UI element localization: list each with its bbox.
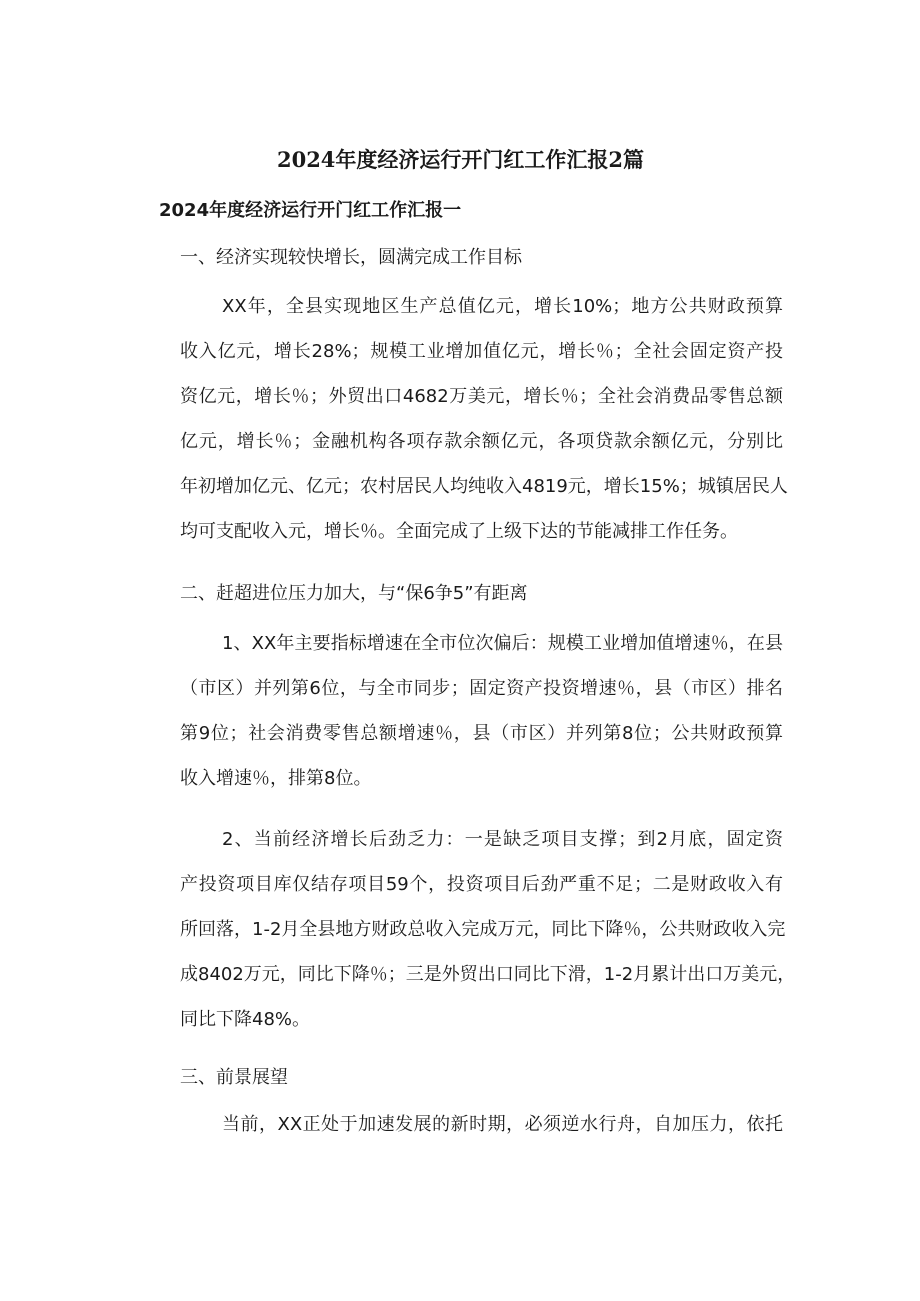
section-1-paragraph [138,284,788,554]
section-heading-2: 二、赶超进位压力加大，与“保6争5”有距离 [180,583,528,604]
paragraph-line: 同比下降48%。 [180,1009,311,1030]
item-2-paragraph [138,817,796,1042]
item-1-paragraph [138,621,783,801]
section-heading-3: 三、前景展望 [180,1067,288,1088]
paragraph-line: 第9位；社会消费零售总额增速％，县（市区）并列第8位；公共财政预算 [180,723,783,744]
paragraph-line: （市区）并列第6位，与全市同步；固定资产投资增速％，县（市区）排名 [180,678,783,699]
paragraph-line: XX年，全县实现地区生产总值亿元，增长10%；地方公共财政预算 [222,296,783,317]
paragraph-line: 产投资项目库仅结存项目59个，投资项目后劲严重不足；二是财政收入有 [180,874,783,895]
paragraph-line: 收入增速％，排第8位。 [180,768,372,789]
paragraph-line: 年初增加亿元、亿元；农村居民人均纯收入4819元，增长15%；城镇居民人 [180,476,788,497]
paragraph-line: 成8402万元，同比下降％；三是外贸出口同比下滑，1-2月累计出口万美元， [180,964,796,985]
document-title: 2024年度经济运行开门红工作汇报2篇 [276,147,645,172]
paragraph-line: 亿元，增长％；金融机构各项存款余额亿元，各项贷款余额亿元，分别比 [180,431,783,452]
paragraph-line: 收入亿元，增长28%；规模工业增加值亿元，增长％；全社会固定资产投 [180,341,783,362]
section-3-paragraph [138,1102,783,1147]
paragraph-line: 2、当前经济增长后劲乏力：一是缺乏项目支撑；到2月底，固定资 [222,829,783,850]
paragraph-line: 均可支配收入元，增长％。全面完成了上级下达的节能减排工作任务。 [180,521,738,542]
paragraph-line: 所回落，1-2月全县地方财政总收入完成万元，同比下降％，公共财政收入完 [180,919,786,940]
paragraph-line: 资亿元，增长％；外贸出口4682万美元，增长％；全社会消费品零售总额 [180,386,783,407]
section-heading-1: 一、经济实现较快增长，圆满完成工作目标 [180,247,522,268]
paragraph-line: 当前，XX正处于加速发展的新时期，必须逆水行舟，自加压力，依托 [222,1114,783,1135]
paragraph-line: 1、XX年主要指标增速在全市位次偏后：规模工业增加值增速％，在县 [222,633,783,654]
report-subtitle: 2024年度经济运行开门红工作汇报一 [159,200,462,221]
